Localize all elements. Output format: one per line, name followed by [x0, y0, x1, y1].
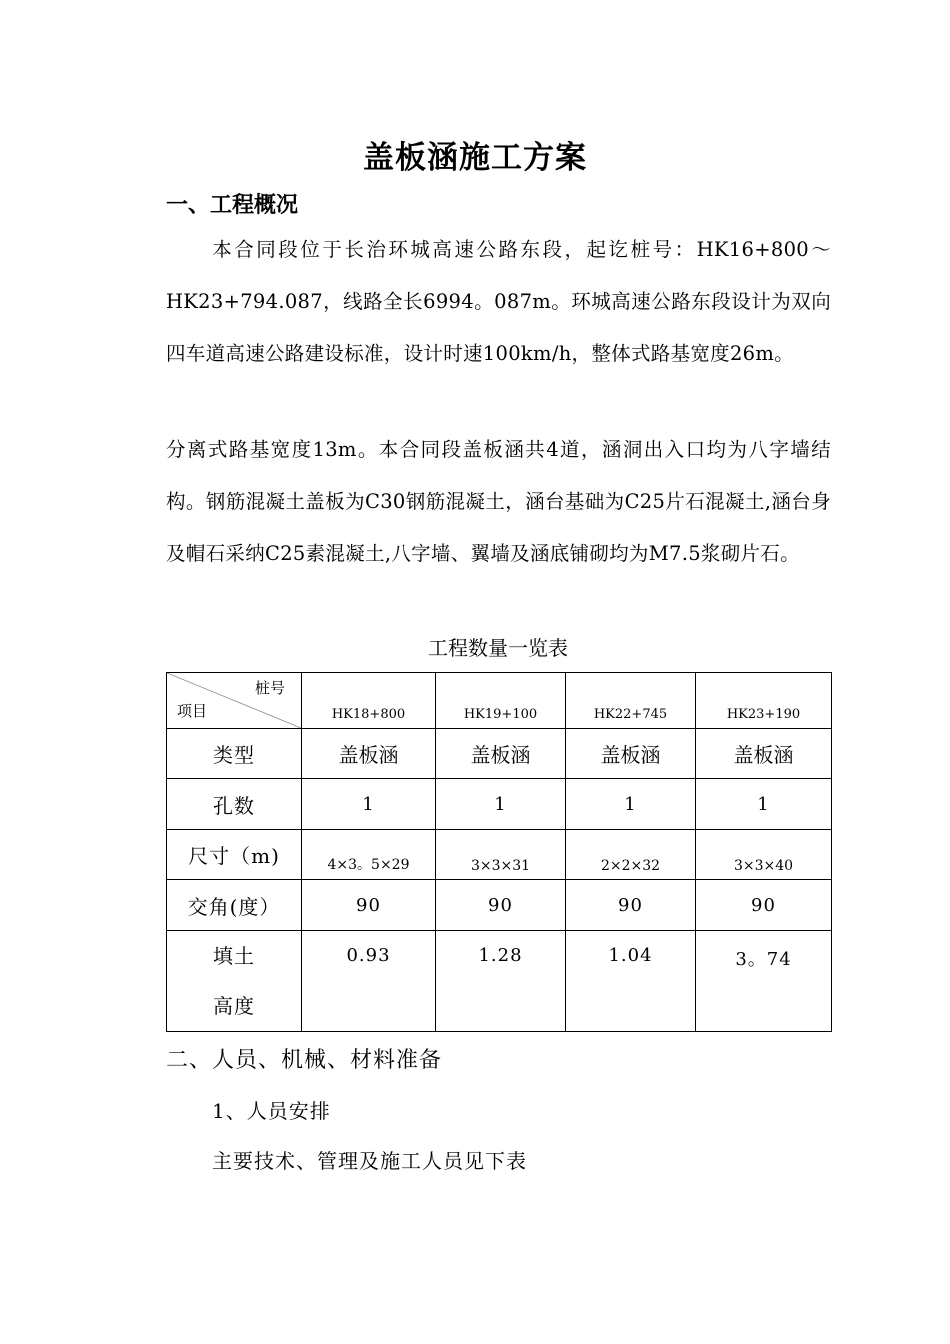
table-caption: 工程数量一览表 [428, 636, 568, 660]
table-cell: 1.28 [436, 931, 566, 1032]
table-cell: 1 [302, 779, 436, 830]
corner-label-station: 桩号 [254, 679, 285, 697]
table-cell: 盖板涵 [302, 729, 436, 779]
column-header: HK22+745 [566, 673, 696, 729]
table-row [167, 830, 832, 880]
page-title: 盖板涵施工方案 [363, 140, 587, 176]
table-cell: 盖板涵 [566, 729, 696, 779]
table-cell: 0.93 [302, 931, 436, 1032]
row-label: 交角(度） [167, 880, 302, 931]
section-heading-overview: 一、工程概况 [166, 192, 299, 218]
row-label: 孔数 [167, 779, 302, 830]
table-row [167, 931, 832, 1032]
table-cell: 3×3×31 [436, 830, 566, 880]
row-label: 尺寸（m) [167, 830, 302, 880]
column-header: HK18+800 [302, 673, 436, 729]
table-cell: 1 [566, 779, 696, 830]
table-header-row [167, 673, 832, 729]
paragraph-overview-2: 分离式路基宽度13m。本合同段盖板涵共4道，涵洞出入口均为八字墙结构。钢筋混凝土盖板为C30钢筋混凝土，涵台基础为C25片石混凝土,涵台身及帽石采纳C25素混凝土,八字墙、翼墙及涵底铺砌均为M7.5浆砌片石。 [166, 438, 831, 565]
table-cell: 90 [566, 880, 696, 931]
table-row [167, 880, 832, 931]
paragraph-overview-1 [166, 224, 831, 380]
corner-label-item: 项目 [177, 702, 208, 720]
table-cell: 90 [436, 880, 566, 931]
table-cell: 盖板涵 [696, 729, 832, 779]
row-label [167, 931, 302, 1032]
table-row [167, 779, 832, 830]
table-cell: 3×3×40 [696, 830, 832, 880]
staffing-text: 主要技术、管理及施工人员见下表 [212, 1149, 527, 1173]
row-label: 类型 [167, 729, 302, 779]
table-cell: 1.04 [566, 931, 696, 1032]
table-cell: 1 [436, 779, 566, 830]
table-cell: 2×2×32 [566, 830, 696, 880]
table-corner-cell [167, 673, 302, 729]
column-header: HK19+100 [436, 673, 566, 729]
section-heading-preparation: 二、人员、机械、材料准备 [166, 1048, 443, 1073]
column-header: HK23+190 [696, 673, 832, 729]
row-label-line: 填土 [213, 944, 255, 968]
table-cell: 盖板涵 [436, 729, 566, 779]
table-cell: 4×3。5×29 [302, 830, 436, 880]
quantity-table [166, 672, 832, 1032]
table-cell: 90 [696, 880, 832, 931]
table-cell: 90 [302, 880, 436, 931]
row-label-line: 高度 [213, 994, 255, 1018]
table-row [167, 729, 832, 779]
table-cell: 1 [696, 779, 832, 830]
table-cell: 3。74 [696, 931, 832, 1032]
paragraph-overview-1-text: 本合同段位于长治环城高速公路东段，起讫桩号：HK16+800～HK23+794.087，线路全长6994。087m。环城高速公路东段设计为双向四车道高速公路建设标准，设计时速100km/h，整体式路基宽度26m。 [166, 238, 831, 365]
subheading-staffing: 1、人员安排 [212, 1099, 331, 1123]
